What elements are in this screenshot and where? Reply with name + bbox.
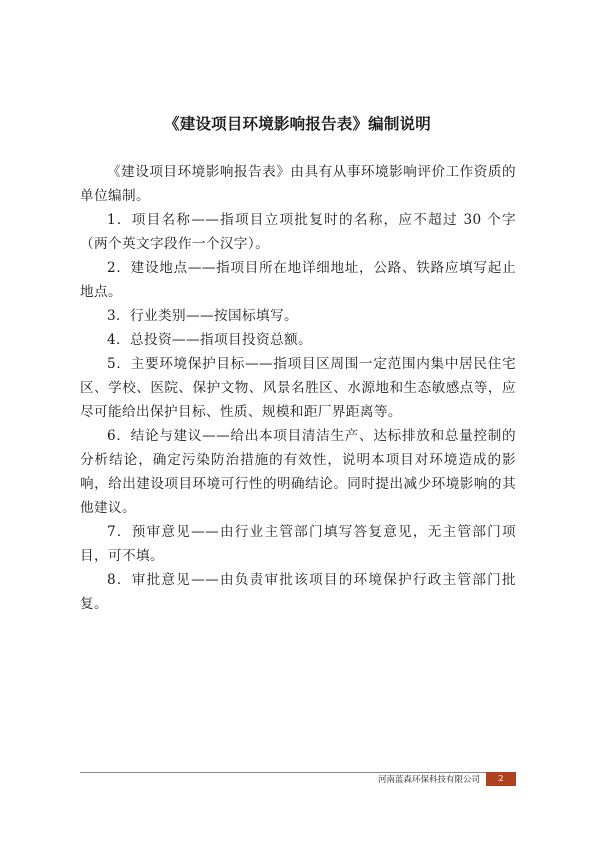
paragraph-item-2: 2．建设地点——指项目所在地详细地址，公路、铁路应填写起止地点。 <box>80 260 516 300</box>
paragraph-item-3: 3．行业类别——按国标填写。 <box>107 308 298 324</box>
footer-company-name: 河南蓝森环保科技有限公司 <box>377 775 480 785</box>
page-title: 《建设项目环境影响报告表》编制说明 <box>164 114 431 133</box>
paragraph-item-7: 7．预审意见——由行业主管部门填写答复意见，无主管部门项目，可不填。 <box>80 524 516 564</box>
paragraph-item-1: 1．项目名称——指项目立项批复时的名称，应不超过 30 个字（两个英文字段作一个汉字）。 <box>80 212 516 252</box>
paragraph-item-6: 6．结论与建议——给出本项目清洁生产、达标排放和总量控制的分析结论，确定污染防治措施的有效性，说明本项目对环境造成的影响，给出建设项目环境可行性的明确结论。同时提出减少环境影响的其他建议。 <box>80 428 516 516</box>
document-body <box>80 160 516 616</box>
paragraph-item-8: 8．审批意见——由负责审批该项目的环境保护行政主管部门批复。 <box>80 572 516 612</box>
paragraph-item-5: 5．主要环境保护目标——指项目区周围一定范围内集中居民住宅区、学校、医院、保护文物、风景名胜区、水源地和生态敏感点等，应尽可能给出保护目标、性质、规模和距厂界距离等。 <box>80 356 516 420</box>
footer-page-number: 2 <box>486 772 516 786</box>
paragraph-intro: 《建设项目环境影响报告表》由具有从事环境影响评价工作资质的单位编制。 <box>80 164 516 204</box>
paragraph-item-4: 4．总投资——指项目投资总额。 <box>107 332 312 348</box>
